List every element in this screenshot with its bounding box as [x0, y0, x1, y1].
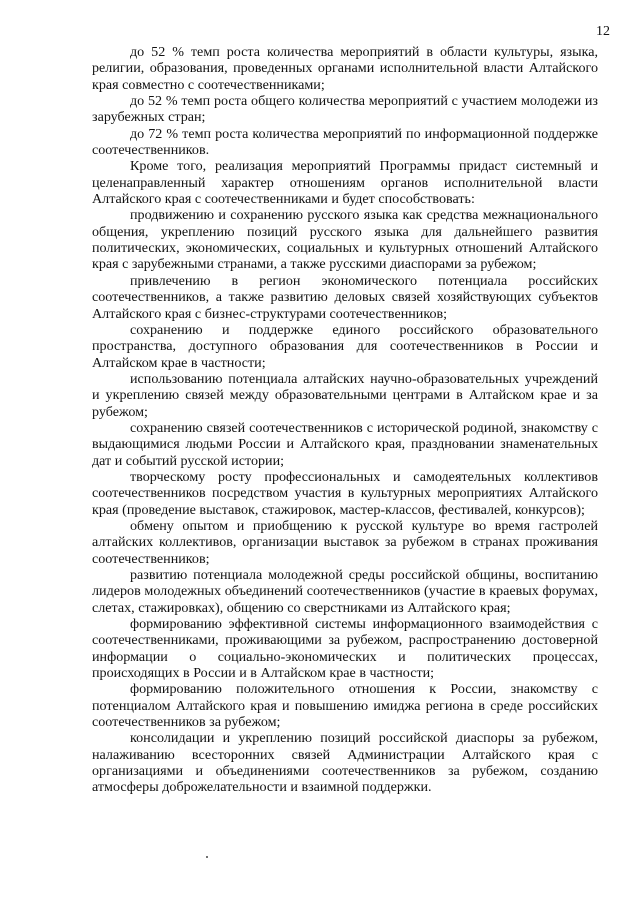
paragraph: обмену опытом и приобщению к русской культуре во время гастролей алтайских коллективов, организации выставок за рубежом в странах проживания соотечественников;	[92, 517, 598, 567]
paragraph: Кроме того, реализация мероприятий Программы придаст системный и целенаправленный характер отношениям органов исполнительной власти Алтайского края с соотечественниками и будет способствовать:	[92, 158, 598, 208]
paragraph: сохранению связей соотечественников с исторической родиной, знакомству с выдающимися людьми России и Алтайского края, праздновании знаменательных дат и событий русской истории;	[92, 419, 598, 469]
paragraph: использованию потенциала алтайских научно-образовательных учреждений и укреплению связей между образовательными центрами в Алтайском крае и за рубежом;	[92, 370, 598, 420]
paragraph: до 52 % темп роста общего количества мероприятий с участием молодежи из зарубежных стран;	[92, 93, 598, 126]
paragraph: формированию эффективной системы информационного взаимодействия с соотечественниками, проживающими за рубежом, распространению достоверной информации о социально-экономических и политических процессах, происходящих в России и в Алтайском крае в частности;	[92, 616, 598, 682]
paragraph: до 52 % темп роста количества мероприятий в области культуры, языка, религии, образования, проведенных органами исполнительной власти Алтайского края совместно с соотечественниками;	[92, 44, 598, 93]
document-body	[92, 44, 598, 796]
page-number: 12	[596, 24, 610, 39]
paragraph: сохранению и поддержке единого российского образовательного пространства, доступного образования для соотечественников в России и Алтайском крае в частности;	[92, 321, 598, 371]
paragraph: продвижению и сохранению русского языка как средства межнационального общения, укреплению позиций русского языка для дальнейшего развития политических, экономических, социальных и культурных отношений Алтайского края с зарубежными странами, а также русскими диаспорами за рубежом;	[92, 207, 598, 273]
paragraph: развитию потенциала молодежной среды российской общины, воспитанию лидеров молодежных объединений соотечественников (участие в краевых форумах, слетах, стажировках), общению со сверстниками из Алтайского края;	[92, 567, 598, 616]
paragraph: привлечению в регион экономического потенциала российских соотечественников, а также развитию деловых связей хозяйствующих субъектов Алтайского края с бизнес-структурами соотечественников;	[92, 272, 598, 322]
paragraph: консолидации и укреплению позиций российской диаспоры за рубежом, налаживанию всесторонних связей Администрации Алтайского края с организациями и объединениями соотечественников за рубежом, созданию атмосферы доброжелательности и взаимной поддержки.	[92, 730, 598, 796]
paragraph: творческому росту профессиональных и самодеятельных коллективов соотечественников посредством участия в культурных мероприятиях Алтайского края (проведение выставок, стажировок, мастер-классов, фестивалей, конкурсов);	[92, 468, 598, 518]
scan-speck	[206, 856, 208, 858]
paragraph: до 72 % темп роста количества мероприятий по информационной поддержке соотечественников.	[92, 125, 598, 159]
paragraph: формированию положительного отношения к России, знакомству с потенциалом Алтайского края и повышению имиджа региона в среде российских соотечественников за рубежом;	[92, 681, 598, 731]
